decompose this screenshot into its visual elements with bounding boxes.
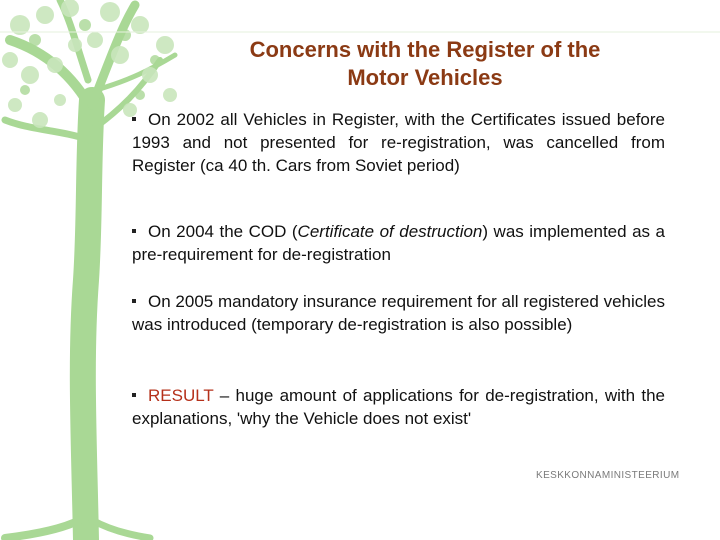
- bullet-square-icon: [132, 393, 136, 397]
- bullet-square-icon: [132, 117, 136, 121]
- slide-title: [130, 36, 720, 92]
- bullet-4-text: – huge amount of applications for de-registration, with the explanations, 'why the Vehicle does not exist': [132, 386, 665, 428]
- bullet-3: [132, 290, 665, 336]
- bullet-square-icon: [132, 299, 136, 303]
- bullet-1: [132, 108, 665, 177]
- bullet-2-text-italic: Certificate of destruction: [297, 222, 483, 241]
- title-line-2: Motor Vehicles: [347, 65, 503, 90]
- bullet-3-text: On 2005 mandatory insurance requirement for all registered vehicles was introduced (temporary de-registration is also possible): [132, 292, 665, 334]
- title-line-1: Concerns with the Register of the: [249, 37, 601, 62]
- bullet-square-icon: [132, 229, 136, 233]
- ministry-logo: KESKKONNAMINISTEERIUM: [536, 470, 680, 481]
- bullet-1-text: On 2002 all Vehicles in Register, with the Certificates issued before 1993 and not presented for re-registration, was cancelled from Register (ca 40 th. Cars from Soviet period): [132, 110, 665, 175]
- bullet-4: [132, 384, 665, 430]
- bullet-2-text-before: On 2004 the COD (: [148, 222, 298, 241]
- bullet-2-text-after: ) was implemented as a pre-requirement for de-registration: [132, 222, 665, 264]
- result-highlight: RESULT: [148, 386, 214, 405]
- bullet-2: [132, 220, 665, 266]
